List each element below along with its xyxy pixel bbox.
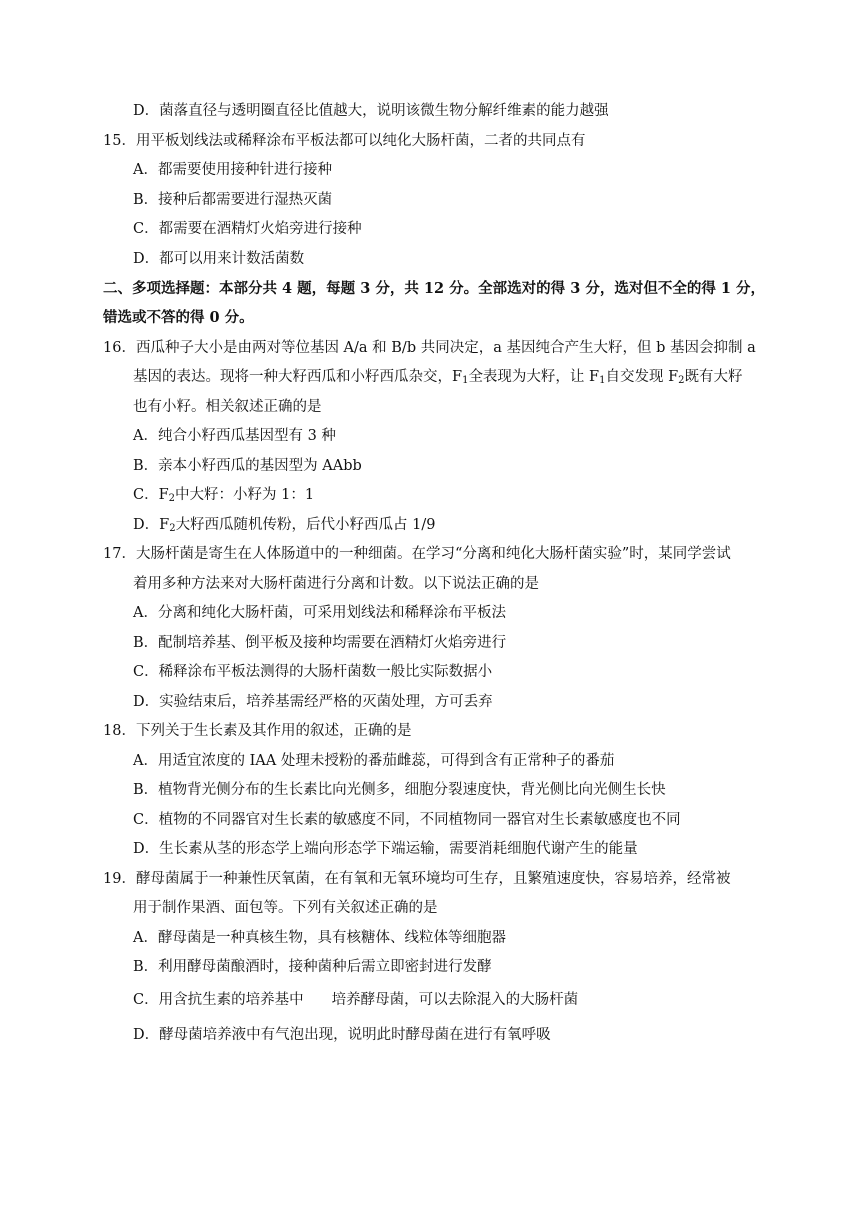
section2-heading: 二、多项选择题：本部分共 4 题，每题 3 分，共 12 分。全部选对的得 3 分，选对但不全的得 1 分， [103, 280, 766, 297]
q17-option-d: D．实验结束后，培养基需经严格的灭菌处理，方可丢弃 [133, 694, 493, 710]
q16-stem: 16．西瓜种子大小是由两对等位基因 A/a 和 B/b 共同决定，a 基因纯合产生大籽，但 b 基因会抑制 a [103, 340, 756, 356]
q14-option-d: D．菌落直径与透明圈直径比值越大，说明该微生物分解纤维素的能力越强 [133, 103, 609, 119]
q18-stem: 18．下列关于生长素及其作用的叙述，正确的是 [103, 723, 412, 739]
subscript: 2 [169, 523, 176, 534]
q19-option-b: B．利用酵母菌酿酒时，接种菌种后需立即密封进行发酵 [133, 959, 492, 975]
option-text: 中大籽：小籽为 1：1 [175, 487, 315, 503]
q16-stem-end: 也有小籽。相关叙述正确的是 [133, 399, 322, 415]
subscript: 2 [168, 493, 176, 504]
q18-option-d: D．生长素从茎的形态学上端向形态学下端运输，需要消耗细胞代谢产生的能量 [133, 841, 638, 857]
subscript: 1 [599, 375, 606, 386]
q18-option-a: A．用适宜浓度的 IAA 处理未授粉的番茄雌蕊，可得到含有正常种子的番茄 [133, 753, 615, 769]
section2-heading-cont: 错选或不答的得 0 分。 [103, 309, 254, 326]
q15-stem: 15．用平板划线法或稀释涂布平板法都可以纯化大肠杆菌，二者的共同点有 [103, 133, 586, 149]
q16-stem-cont [133, 367, 743, 387]
q15-option-b: B．接种后都需要进行湿热灭菌 [133, 192, 333, 208]
option-text: C．用含抗生素的培养基中 [133, 992, 304, 1008]
q17-stem: 17．大肠杆菌是寄生在人体肠道中的一种细菌。在学习“分离和纯化大肠杆菌实验”时，某同学尝试 [103, 546, 731, 562]
q19-stem-cont: 用于制作果酒、面包等。下列有关叙述正确的是 [133, 900, 438, 916]
q16-text: 既有大籽 [684, 369, 743, 385]
q17-option-b: B．配制培养基、倒平板及接种均需要在酒精灯火焰旁进行 [133, 635, 507, 651]
q19-option-c [133, 990, 578, 1010]
subscript: 2 [678, 375, 685, 386]
option-text: 大籽西瓜随机传粉，后代小籽西瓜占 1/9 [175, 517, 436, 533]
q18-option-c: C．植物的不同器官对生长素的敏感度不同，不同植物同一器官对生长素敏感度也不同 [133, 812, 681, 828]
q16-option-b: B．亲本小籽西瓜的基因型为 AAbb [133, 458, 362, 474]
q15-option-a: A．都需要使用接种针进行接种 [133, 162, 332, 178]
q19-option-d: D．酵母菌培养液中有气泡出现，说明此时酵母菌在进行有氧呼吸 [133, 1027, 551, 1043]
q16-text: 基因的表达。现将一种大籽西瓜和小籽西瓜杂交，F [133, 369, 463, 385]
q16-option-c [133, 485, 314, 505]
q19-option-a: A．酵母菌是一种真核生物，具有核糖体、线粒体等细胞器 [133, 930, 506, 946]
subscript: 1 [462, 375, 469, 386]
q16-option-d [133, 515, 436, 535]
q17-stem-cont: 着用多种方法来对大肠杆菌进行分离和计数。以下说法正确的是 [133, 576, 539, 592]
q16-option-a: A．纯合小籽西瓜基因型有 3 种 [133, 428, 336, 444]
q19-stem: 19．酵母菌属于一种兼性厌氧菌，在有氧和无氧环境均可生存，且繁殖速度快，容易培养，经常被 [103, 871, 731, 887]
option-text: 培养酵母菌，可以去除混入的大肠杆菌 [331, 992, 579, 1008]
q16-text: 全表现为大籽，让 F [468, 369, 600, 385]
q17-option-c: C．稀释涂布平板法测得的大肠杆菌数一般比实际数据小 [133, 664, 493, 680]
q16-text: 自交发现 F [605, 369, 679, 385]
q15-option-d: D．都可以用来计数活菌数 [133, 251, 305, 267]
option-text: D．F [133, 517, 170, 533]
q15-option-c: C．都需要在酒精灯火焰旁进行接种 [133, 221, 362, 237]
q17-option-a: A．分离和纯化大肠杆菌，可采用划线法和稀释涂布平板法 [133, 605, 506, 621]
option-text: C．F [133, 487, 169, 503]
q18-option-b: B．植物背光侧分布的生长素比向光侧多，细胞分裂速度快，背光侧比向光侧生长快 [133, 782, 666, 798]
